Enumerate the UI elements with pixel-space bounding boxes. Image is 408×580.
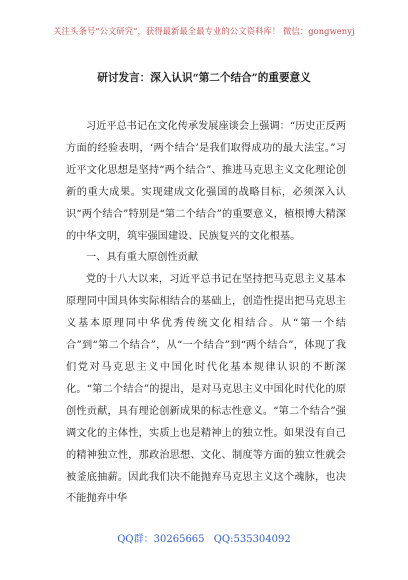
paragraph-section-1: 党的十八大以来，习近平总书记在坚持把马克思主义基本原理同中国具体实际相结合的基础上，创造性提出把马克思主义基本原理同中华优秀传统文化相结合。从“第一个结合”到“第二个结合”，从“一个结合”到“两个结合”，体现了我们党对马克思主义中国化时代化基本规律认识的不断深化。“第二个结合”的提出，是对马克思主义中国化时代化的原创性贡献，具有理论创新成果的标志性意义。“第二个结合”强调文化的主体性，实质上也是精神上的独立性。如果没有自己的精神独立性，那政治思想、文化、制度等方面的独立性就会被釜底抽薪。因此我们决不能抛弃马克思主义这个魂脉，也决不能抛弃中华 [66, 274, 346, 505]
document-body [66, 116, 346, 510]
section-heading: 一、具有重大原创性贡献 [86, 252, 199, 264]
footer-qq-number: QQ:535304092 [213, 534, 291, 545]
footer-contact [0, 530, 408, 545]
document-title: 研讨发言：深入认识“第二个结合”的重要意义 [97, 72, 311, 84]
footer-qq-group: QQ群：30265665 [117, 534, 205, 545]
paragraph-intro: 习近平总书记在文化传承发展座谈会上强调：“历史正反两方面的经验表明，‘两个结合’是我们取得成功的最大法宝。”习近平文化思想是坚持“两个结合”、推进马克思主义文化理论创新的重大成果。实现建成文化强国的战略目标，必须深入认识“两个结合”特别是“第二个结合”的重要意义，植根博大精深的中华文明，筑牢强国建设、民族复兴的文化根基。 [66, 121, 346, 242]
promo-banner: 关注头条号“公文研究”，获得最新最全最专业的公文资料库！ 微信：gongwenyj [53, 26, 355, 36]
